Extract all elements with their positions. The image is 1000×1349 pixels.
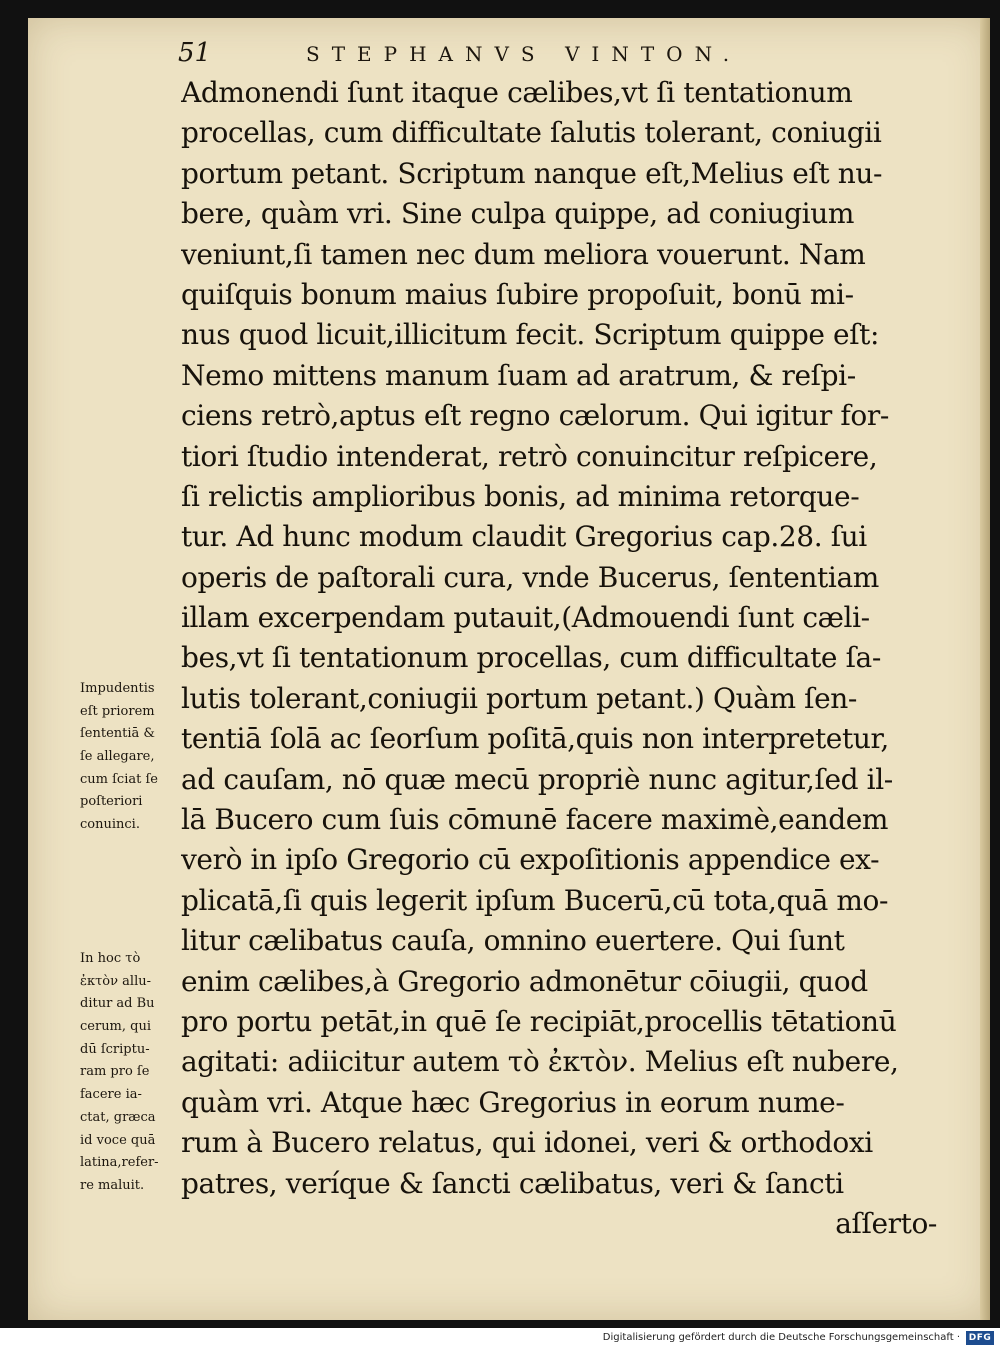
text-line: lā Bucero cum ſuis cōmunē facere maximè,eandem [181,803,889,837]
text-line: quàm vri. Atque hæc Gregorius in eorum nume- [181,1085,845,1119]
text-line: portum petant. Scriptum nanque eſt,Melius eſt nu- [181,156,883,190]
margin-note-line: eſt priorem [80,703,155,719]
page-number: 51 [178,38,212,68]
text-line: bes,vt ſi tentationum procellas, cum difficultate ſa- [181,641,881,675]
margin-note-line: cerum, qui [80,1019,152,1035]
text-line: Nemo mittens manum ſuam ad aratrum, & reſpi- [181,358,856,392]
text-line: agitati: adiicitur autem τὸ ἐκτὸν. Melius eſt nubere, [181,1045,899,1079]
margin-note-line: ſententiā & [80,726,156,742]
body-text [181,73,941,1244]
page-header [178,36,798,76]
text-line: pro portu petāt,in quē ſe recipiāt,procellis tētationū [181,1004,897,1038]
margin-note-line: ctat, græca [80,1109,156,1125]
dfg-logo: DFG [966,1331,994,1345]
text-line: ſi relictis amplioribus bonis, ad minima retorque- [181,479,860,513]
text-line: tur. Ad hunc modum claudit Gregorius cap.28. ſui [181,520,867,554]
margin-note-line: In hoc τὸ [80,951,141,966]
margin-note-line: Impudentis [80,681,155,696]
text-line: tentiā ſolā ac ſeorſum poſitā,quis non interpretetur, [181,722,889,756]
catchword: aſſerto- [835,1206,937,1240]
text-line: illam excerpendam putauit,(Admouendi ſunt cæli- [181,601,870,635]
footer-bar [0,1328,1000,1349]
text-line: operis de paſtorali cura, vnde Bucerus, ſententiam [181,560,879,594]
text-line: ad cauſam, nō quæ mecū propriè nunc agitur,ſed il- [181,762,893,796]
text-line: litur cælibatus cauſa, omnino euertere. Qui ſunt [181,924,845,958]
text-line: quiſquis bonum maius ſubire propoſuit, bonū mi- [181,277,854,311]
margin-note-line: dū ſcriptu- [80,1041,150,1057]
text-line: enim cælibes,à Gregorio admonētur cōiugii, quod [181,964,868,998]
margin-note-line: facere ia- [80,1087,142,1103]
margin-note-line: ſe allegare, [80,749,155,765]
text-line: patres, veríque & ſancti cælibatus, veri & ſancti [181,1166,844,1200]
running-head: STEPHANVS VINTON. [306,42,742,66]
margin-note-line: conuinci. [80,817,140,833]
text-line: plicatā,ſi quis legerit ipſum Bucerū,cū tota,quā mo- [181,883,889,917]
margin-note-line: re maluit. [80,1177,145,1193]
text-line: verò in ipſo Gregorio cū expoſitionis appendice ex- [181,843,880,877]
text-line: lutis tolerant,coniugii portum petant.) Quàm ſen- [181,681,857,715]
text-line: Admonendi ſunt itaque cælibes,vt ſi tentationum [181,76,853,109]
margin-note-line: ram pro ſe [80,1064,150,1080]
funding-credit: Digitalisierung gefördert durch die Deutsche Forschungsgemeinschaft · [602,1332,960,1343]
text-line: veniunt,ſi tamen nec dum meliora vouerunt. Nam [181,237,866,271]
margin-note-line: ditur ad Bu [80,996,155,1012]
text-line: procellas, cum difficultate ſalutis tolerant, coniugii [181,116,882,150]
page-edge [980,18,990,1320]
text-line: ciens retrò,aptus eſt regno cælorum. Qui igitur for- [181,399,889,433]
book-page [28,18,990,1320]
text-line: rum à Bucero relatus, qui idonei, veri & orthodoxi [181,1126,873,1160]
text-line: tiori ſtudio intenderat, retrò conuincitur reſpicere, [181,439,878,473]
margin-note-line: latina,refer- [80,1155,159,1171]
margin-note-line: ἐκτὸν allu- [80,973,151,989]
text-line: nus quod licuit,illicitum fecit. Scriptum quippe eſt: [181,318,880,352]
margin-note-line: cum ſciat ſe [80,771,158,787]
margin-note-line: poſteriori [80,794,143,810]
text-line: bere, quàm vri. Sine culpa quippe, ad coniugium [181,197,855,231]
margin-note-line: id voce quā [80,1132,156,1148]
